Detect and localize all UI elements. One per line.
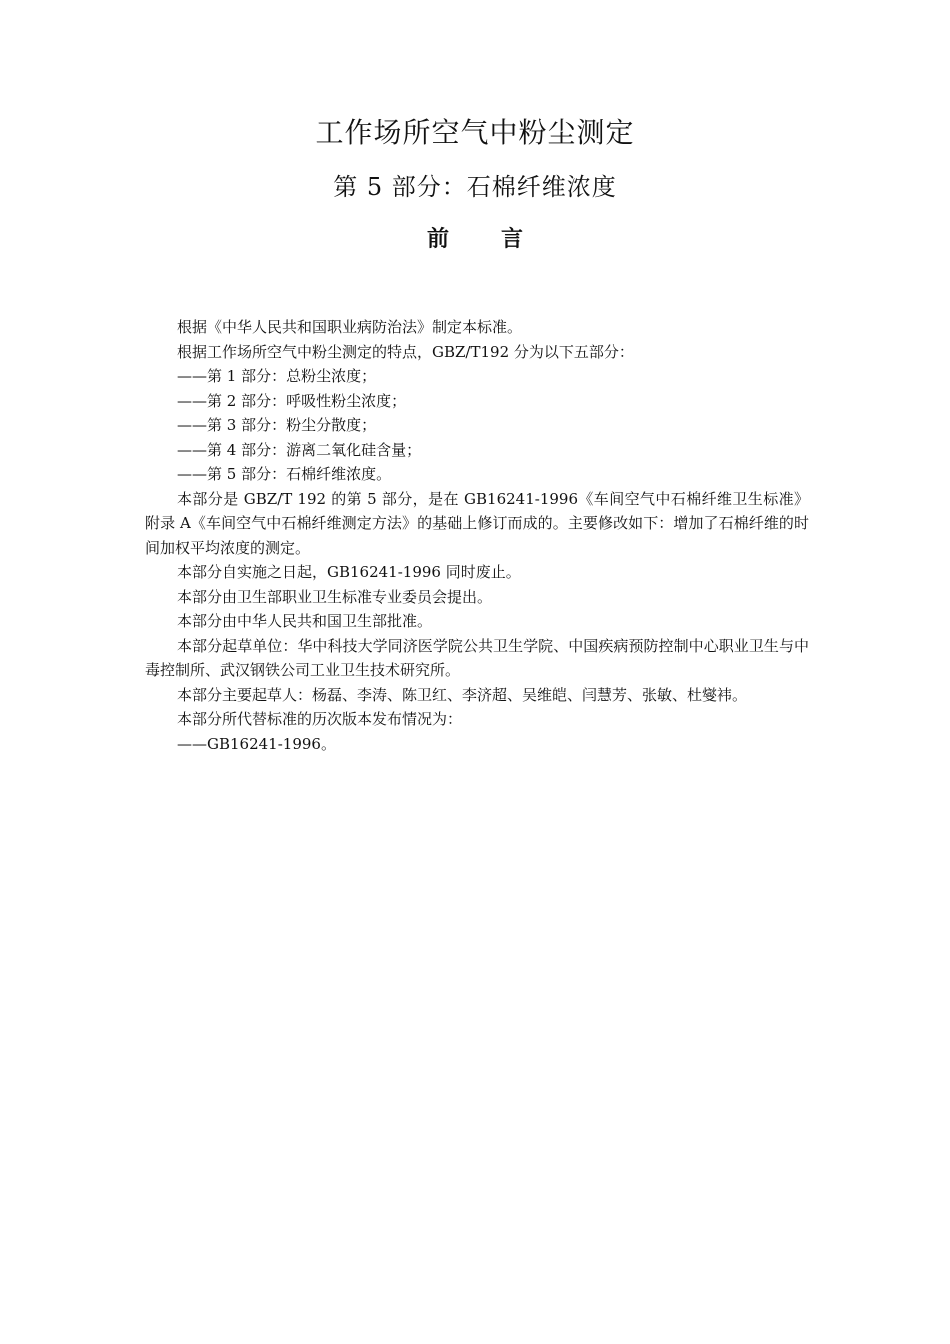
paragraph-abolish: 本部分自实施之日起，GB16241-1996 同时废止。 [177,563,521,581]
paragraph-basis-law: 根据《中华人民共和国职业病防治法》制定本标准。 [177,318,523,336]
list-item-part-4: ——第 4 部分：游离二氧化硅含量； [177,440,422,459]
preface-heading [0,222,950,253]
list-item-part-5: ——第 5 部分：石棉纤维浓度。 [177,465,392,483]
paragraph-proposed-by: 本部分由卫生部职业卫生标准专业委员会提出。 [177,587,493,606]
preface-char-2: 言 [501,227,524,252]
paragraph-parts-intro: 根据工作场所空气中粉尘测定的特点，GBZ/T192 分为以下五部分： [177,342,634,361]
paragraph-history-intro: 本部分所代替标准的历次版本发布情况为： [177,710,463,728]
document-title: 工作场所空气中粉尘测定 [315,116,635,149]
list-item-part-2: ——第 2 部分：呼吸性粉尘浓度； [177,391,407,410]
paragraph-drafting-units: 本部分起草单位：华中科技大学同济医学院公共卫生学院、中国疾病预防控制中心职业卫生与中毒控制所、武汉钢铁公司工业卫生技术研究所。 [145,636,809,679]
list-item-part-1: ——第 1 部分：总粉尘浓度； [177,367,377,385]
paragraph-drafters: 本部分主要起草人：杨磊、李涛、陈卫红、李济超、吴维皑、闫慧芳、张敏、杜燮袆。 [177,685,748,704]
list-item-part-3: ——第 3 部分：粉尘分散度； [177,416,377,434]
document-subtitle: 第 5 部分：石棉纤维浓度 [333,173,617,201]
paragraph-revision: 本部分是 GBZ/T 192 的第 5 部分，是在 GB16241-1996《车间空气中石棉纤维卫生标准》附录 A《车间空气中石棉纤维测定方法》的基础上修订而成的。主要修改如下：增加了石棉纤维的时间加权平均浓度的测定。 [145,489,809,557]
paragraph-approved-by: 本部分由中华人民共和国卫生部批准。 [177,612,433,630]
preface-char-1: 前 [426,227,449,252]
preface-body [145,315,809,756]
list-item-history: ——GB16241-1996。 [177,734,336,753]
